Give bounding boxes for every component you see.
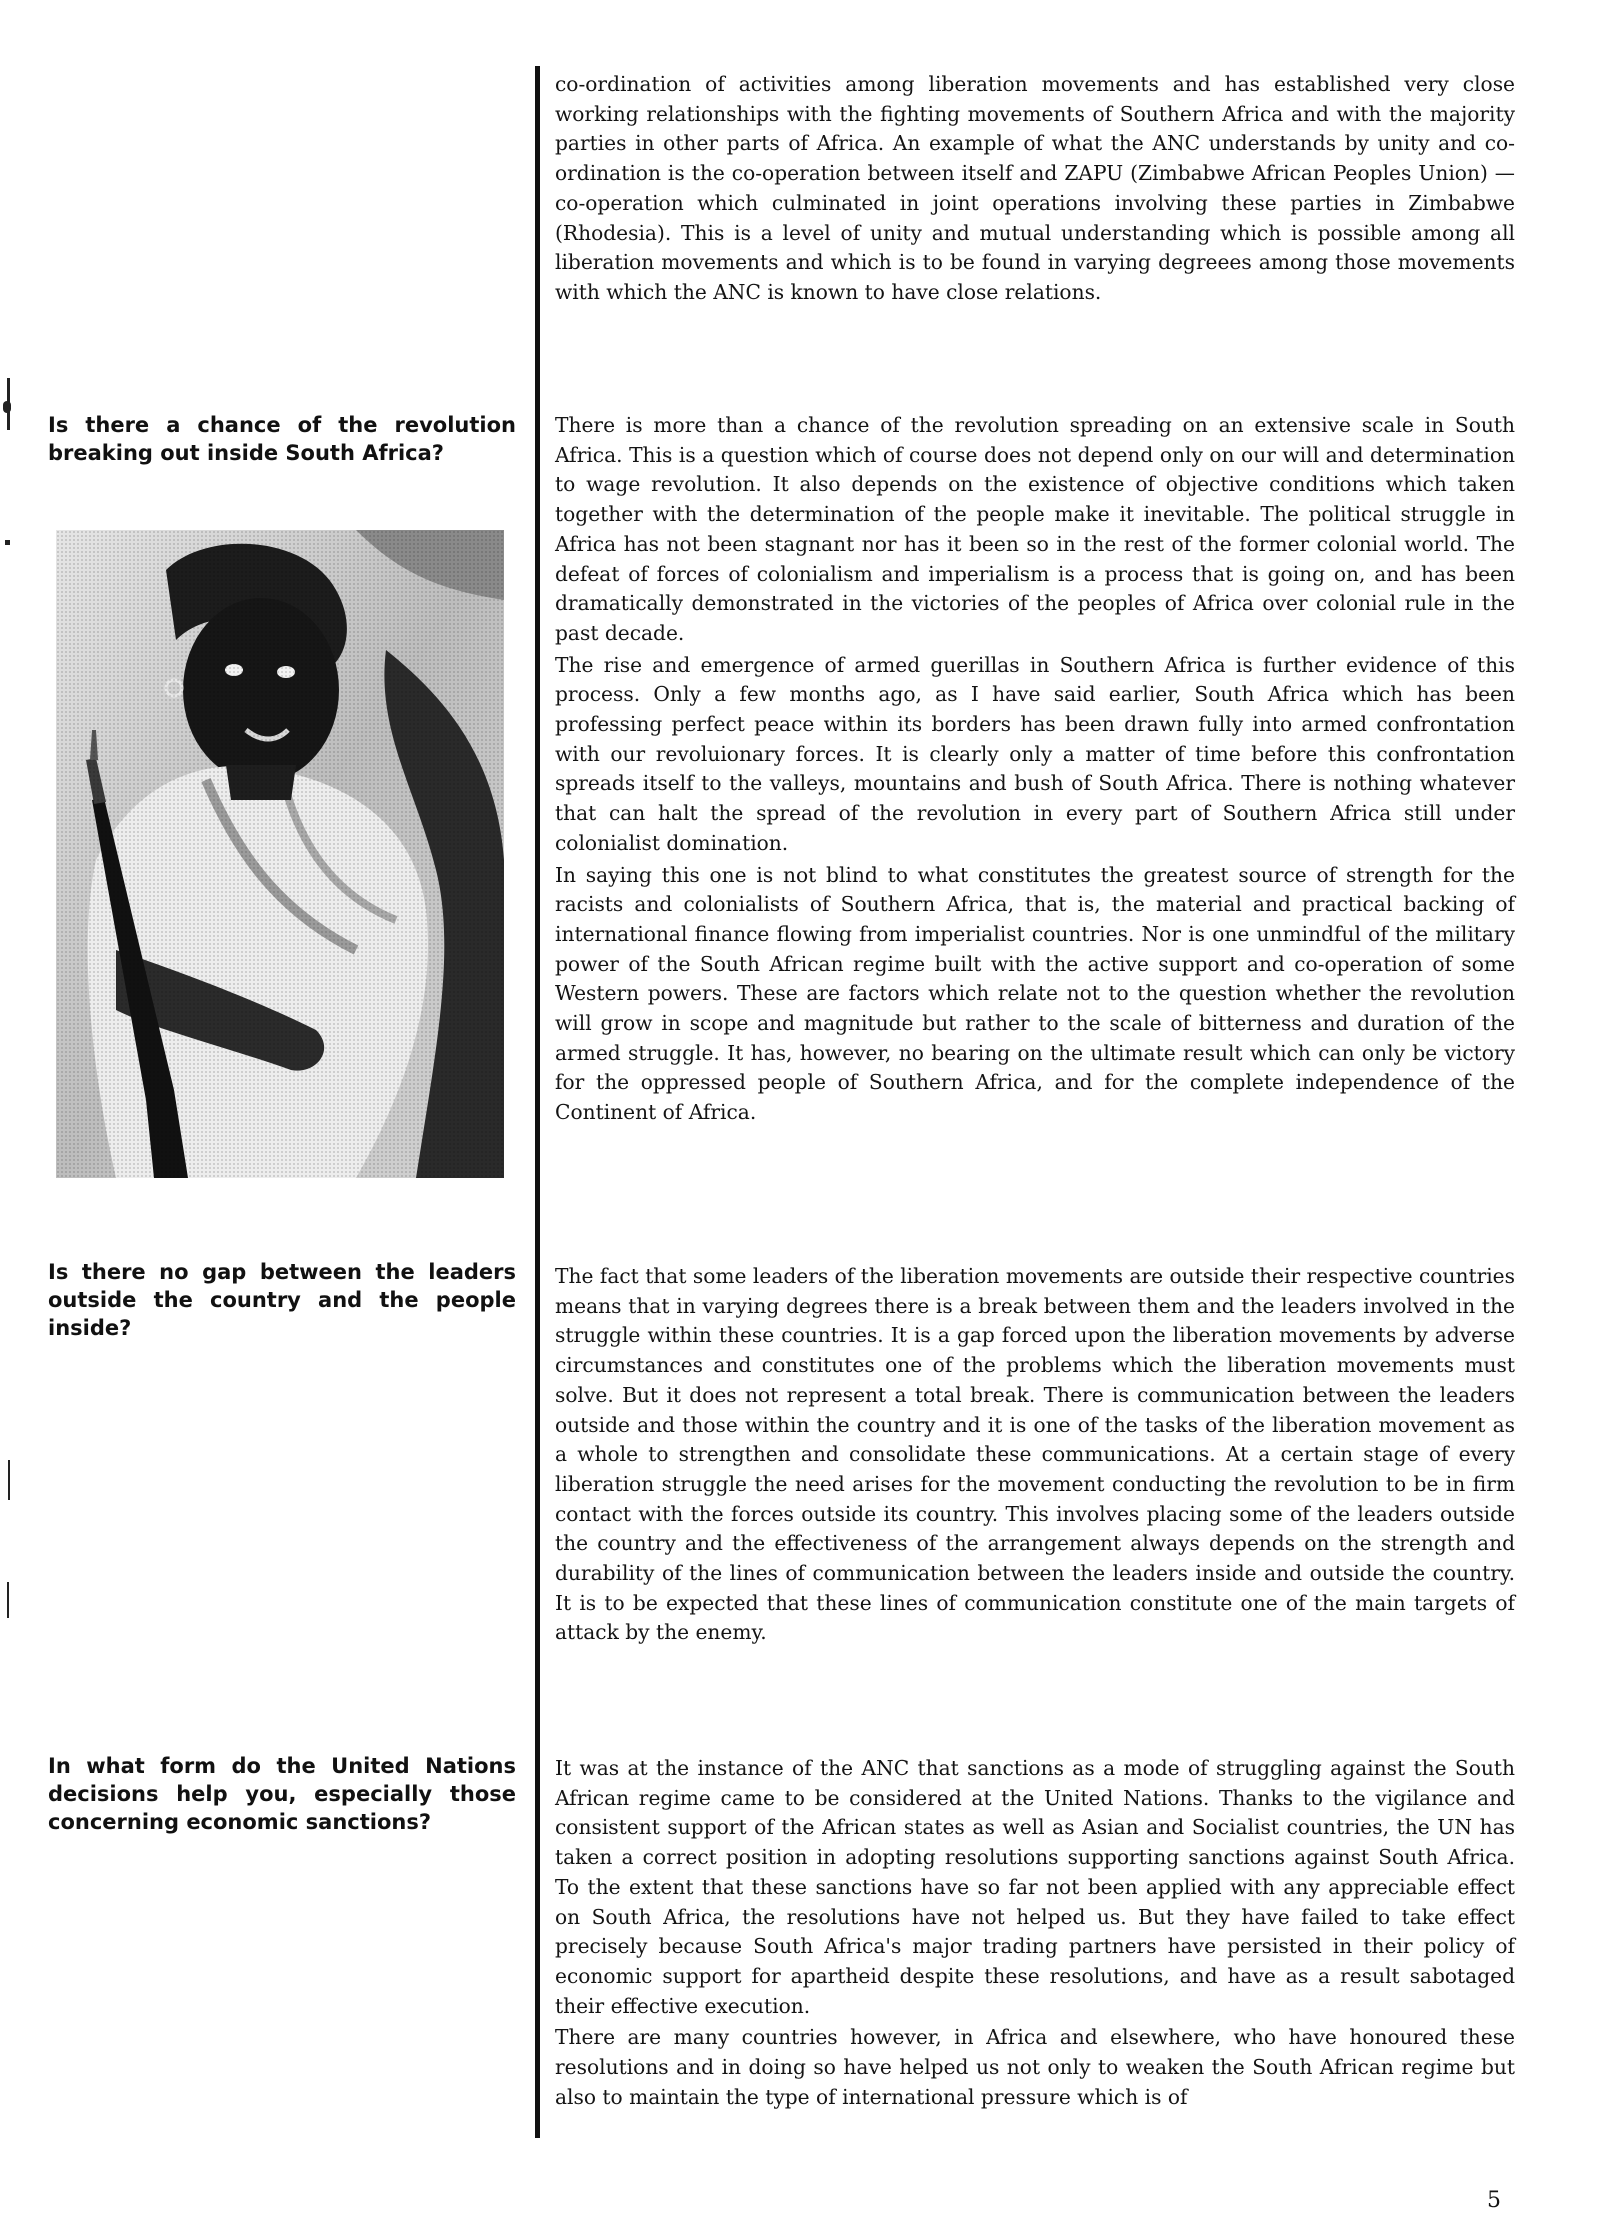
answer-paragraph: There is more than a chance of the revolution spreading on an extensive scale in South Africa. This is a question which of course does not depend only on our will and determination to wage revolution. It also depends on the existence of objective conditions which taken together with the determination of the people make it inevitable. The political struggle in Africa has not been stagnant nor has it been so in the rest of the former colonial world. The defeat of forces of colonialism and imperialism is a process that is going on, and has been dramatically demonstrated in the victories of the peoples of Africa over colonial rule in the past decade.: [555, 413, 1515, 645]
answer-paragraph: It was at the instance of the ANC that sanctions as a mode of struggling against the South African regime came to be considered at the United Nations. Thanks to the vigilance and consistent support of the African states as well as Asian and Socialist countries, the UN has taken a correct position in adopting resolutions supporting sanctions against South Africa. To the extent that these sanctions have so far not been applied with any appreciable effect on South Africa, the resolutions have not helped us. But they have failed to take effect precisely because South Africa's major trading partners have persisted in their policy of economic support for apartheid despite these resolutions, and have as a result sabotaged their effective execution.: [555, 1756, 1515, 2018]
guerilla-photo-image: [56, 530, 504, 1178]
guerilla-photo: [56, 530, 504, 1178]
question-heading: Is there a chance of the revolution breaking out inside South Africa?: [48, 413, 516, 465]
question-heading: Is there no gap between the leaders outside the country and the people inside?: [48, 1260, 516, 1340]
answer-paragraph: The rise and emergence of armed guerillas in Southern Africa is further evidence of this process. Only a few months ago, as I have said earlier, South Africa which has been professing perfect peace within its borders has been drawn fully into armed confrontation with our revoluionary forces. It is clearly only a matter of time before this confrontation spreads itself to the valleys, mountains and bush of South Africa. There is nothing whatever that can halt the spread of the revolution in every part of Southern Africa still under colonialist domination.: [555, 652, 1515, 855]
intro-text: co-ordination of activities among liberation movements and has established very close working relationships with the fighting movements of Southern Africa and with the majority parties in other parts of Africa. An example of what the ANC understands by unity and co-ordination is the co-operation between itself and ZAPU (Zimbabwe African Peoples Union) — co-operation which culminated in joint operations involving these parties in Zimbabwe (Rhodesia). This is a level of unity and mutual understanding which is possible among all liberation movements and which is to be found in varying degreees among those movements with which the ANC is known to have close relations.: [555, 72, 1515, 304]
answer-block: [555, 1754, 1515, 2114]
answer-block: [555, 411, 1515, 1130]
answer-paragraph: There are many countries however, in Africa and elsewhere, who have honoured these resolutions and in doing so have helped us not only to weaken the South African regime but also to maintain the type of international pressure which is of: [555, 2025, 1515, 2109]
question-heading: In what form do the United Nations decisions help you, especially those concerning economic sanctions?: [48, 1754, 516, 1834]
scan-margin-mark: [5, 540, 10, 545]
scan-margin-mark: [3, 401, 11, 413]
scan-margin-mark: [8, 1460, 10, 1500]
column-divider-rule: [535, 66, 540, 2138]
answer-paragraph: The fact that some leaders of the liberation movements are outside their respective countries means that in varying degrees there is a break between them and the leaders involved in the struggle within these countries. It is a gap forced upon the liberation movements by adverse circumstances and constitutes one of the problems which the liberation movements must solve. But it does not represent a total break. There is communication between the leaders outside and those within the country and it is one of the tasks of the liberation movement as a whole to strengthen and consolidate these communications. At a certain stage of every liberation struggle the need arises for the movement conducting the revolution to be in firm contact with the forces outside its country. This involves placing some of the leaders outside the country and the effectiveness of the arrangement always depends on the strength and durability of the lines of communication between the leaders inside and outside the country. It is to be expected that these lines of communication constitute one of the main targets of attack by the enemy.: [555, 1264, 1515, 1645]
intro-paragraph: [555, 70, 1515, 310]
scan-margin-mark: [7, 1582, 9, 1618]
answer-block: [555, 1262, 1515, 1650]
page-number: 5: [1487, 2188, 1501, 2213]
answer-paragraph: In saying this one is not blind to what constitutes the greatest source of strength for the racists and colonialists of Southern Africa, that is, the material and practical backing of international finance flowing from imperialist countries. Nor is one unmindful of the military power of the South African regime built with the active support and co-operation of some Western powers. These are factors which relate not to the question whether the revolution will grow in scope and magnitude but rather to the scale of bitterness and duration of the armed struggle. It has, however, no bearing on the ultimate result which can only be victory for the oppressed people of Southern Africa, and for the complete independence of the Continent of Africa.: [555, 862, 1515, 1125]
